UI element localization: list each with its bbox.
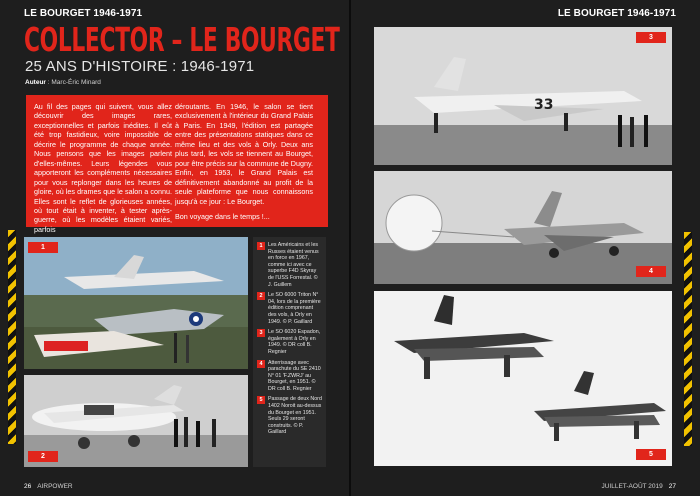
- jet-on-ground-photo-icon: [374, 27, 672, 165]
- photo-3: [374, 27, 672, 165]
- page-number-left: 26: [24, 483, 32, 490]
- photo-4-badge: 4: [636, 266, 666, 277]
- caption-text: Le SO 6000 Triton N° 04, lors de la première édition comprenant des vols, à Orly en 1949. © P. Gaillard: [268, 292, 321, 325]
- author-label: Auteur: [25, 79, 46, 86]
- caption-number: 2: [257, 292, 265, 300]
- article-title: COLLECTOR – LE BOURGET: [24, 20, 340, 59]
- caption-number: 5: [257, 396, 265, 404]
- caption-item: [257, 360, 322, 393]
- photo-1-badge: 1: [28, 242, 58, 253]
- hazard-stripe-left: [8, 230, 16, 444]
- photo-2: [24, 375, 248, 467]
- photo-1: [24, 237, 248, 369]
- caption-number: 3: [257, 329, 265, 337]
- photo-4: [374, 171, 672, 284]
- aircraft-static-display-photo-icon: [24, 237, 248, 369]
- caption-item: [257, 396, 322, 436]
- spine: [349, 0, 351, 496]
- caption-number: 4: [257, 360, 265, 368]
- caption-text: Passage de deux Nord 1402 Noroit au-dessus du Bourget en 1951. Seuls 29 seront construits. © P. Gaillard: [268, 396, 322, 436]
- author-name: : Marc-Éric Minard: [45, 79, 101, 86]
- photo-5-badge: 5: [636, 449, 666, 460]
- flying-boats-photo-icon: [374, 291, 672, 466]
- caption-text: Les Américains et les Russes étaient venus en force en 1967, comme ici avec ce superbe F4D Skyray de l'USS Forrestal. © J. Guillem: [268, 242, 319, 288]
- parachute-landing-photo-icon: [374, 171, 672, 284]
- section-kicker-left: LE BOURGET 1946-1971: [24, 8, 143, 19]
- caption-text: Atterrissage avec parachute du SE 2410 N° 01 'F.ZWRJ' au Bourget, en 1951. © DR coll B. Regnier: [268, 359, 321, 392]
- caption-item: [257, 242, 322, 288]
- caption-item: [257, 292, 322, 325]
- article-subtitle: 25 ANS D'HISTOIRE : 1946-1971: [25, 58, 255, 75]
- caption-number: 1: [257, 242, 265, 250]
- hazard-stripe-right: [684, 232, 692, 446]
- intro-column-1: [34, 102, 172, 240]
- photo-3-badge: 3: [636, 32, 666, 43]
- page-number-right: 27: [668, 483, 676, 490]
- magazine-name: AIRPOWER: [37, 483, 73, 490]
- intro-paragraph-3: Bon voyage dans le temps !...: [175, 211, 270, 221]
- intro-column-2: [175, 102, 313, 227]
- photo-2-badge: 2: [28, 451, 58, 462]
- svg-text:33: 33: [534, 97, 554, 113]
- footer-right: [601, 483, 676, 490]
- intro-paragraph-1: Au fil des pages qui suivent, vous allez découvrir des images rares, exceptionnelles et parfois inédites. Il eût été trop fastidieux, voire impossible de décrire le programme de chaque année. Nous pensons que les images parlent d'elles-mêmes. Leurs légendes vous apporteront les compléments nécessaires pour vous replonger dans les heures de gloire, où les drames que le salon a connu. Elles sont le reflet de glorieuses années, où tout était à inventer, à tester après-guerre, où les modèles étaient variés, parfois: [34, 102, 172, 234]
- footer-left: [24, 483, 73, 490]
- photo-5: [374, 291, 672, 466]
- captions-panel: [253, 237, 326, 467]
- intro-paragraph-2: déroutants. En 1946, le salon se tient exclusivement à l'intérieur du Grand Palais à Paris. En 1949, l'édition est partagée entre des présentations statiques dans ce même lieu et des vols à Orly. Deux ans plus tard, les vols se tiennent au Bourget, pour être précis sur la commune de Dugny. Enfin, en 1953, le Grand Palais est définitivement abandonné au profit de la seule plateforme que nous connaissons jusqu'à ce jour : Le Bourget.: [175, 102, 313, 206]
- section-kicker-right: LE BOURGET 1946-1971: [557, 8, 676, 19]
- caption-item: [257, 329, 322, 355]
- caption-text: Le SO 6020 Espadon, également à Orly en 1949. © DR coll B. Regnier: [268, 329, 321, 355]
- author-line: [25, 79, 101, 86]
- issue-date: JUILLET-AOÛT 2019: [601, 483, 663, 490]
